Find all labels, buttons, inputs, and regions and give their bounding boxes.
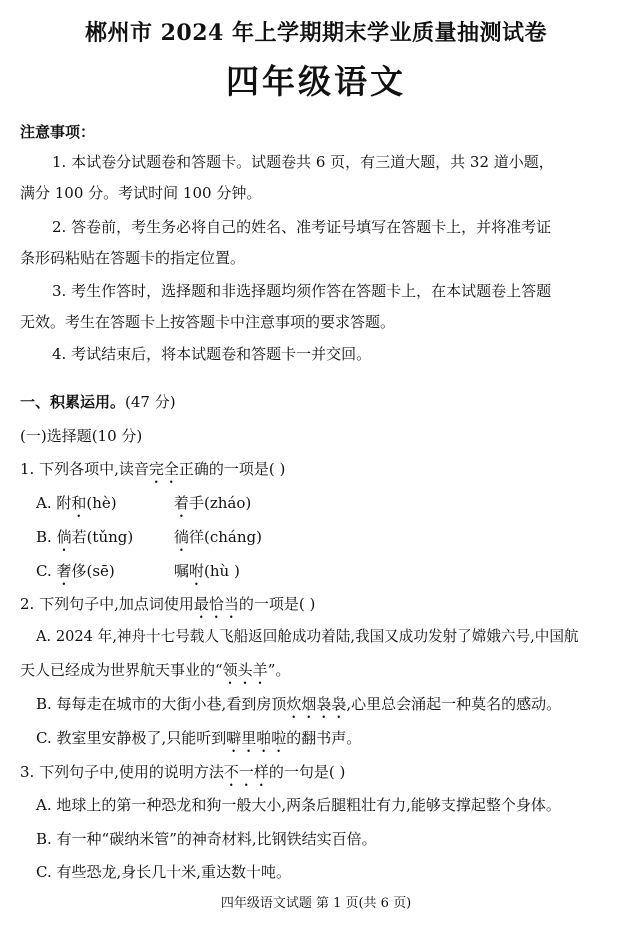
option-text: 侈(sē) xyxy=(71,562,115,580)
option-emphasis: 倘 xyxy=(56,528,72,546)
option-text: 的翻书声。 xyxy=(286,729,362,747)
option-text: B. 每每走在城市的大街小巷,看到房顶 xyxy=(36,695,287,713)
question-1-stem xyxy=(20,459,285,487)
option-emphasis: 领头羊 xyxy=(222,661,268,679)
notice-item-1-line-1: 1. 本试卷分试题卷和答题卡。试题卷共 6 页，有三道大题，共 32 道小题， xyxy=(52,153,554,171)
question-3-stem-b: 的一句是( ) xyxy=(268,763,346,781)
option-text: 嘱 xyxy=(174,562,190,580)
option-text: ,心里总会涌起一种莫名的感动。 xyxy=(346,695,562,713)
option-text: A. 附 xyxy=(36,494,72,512)
option-text: C. xyxy=(36,562,57,580)
question-3-option-b: B. 有一种“碳纳米管”的神奇材料,比钢铁结实百倍。 xyxy=(36,830,377,848)
question-2-option-b xyxy=(36,694,561,722)
section-1-score: (47 分) xyxy=(125,393,176,411)
question-3-stem xyxy=(20,762,345,790)
question-1-option-c-left xyxy=(36,561,115,589)
question-3-option-a: A. 地球上的第一种恐龙和狗一般大小,两条后腿粗壮有力,能够支撑起整个身体。 xyxy=(36,796,561,814)
question-1-stem-a: 1. 下列各项中,读音 xyxy=(20,460,149,478)
subsection-choice-heading: (一)选择题(10 分) xyxy=(20,427,143,445)
question-1-option-b-left xyxy=(36,527,133,555)
question-2-stem-b: 的一项是( ) xyxy=(238,595,316,613)
option-emphasis: 着 xyxy=(174,494,190,512)
option-emphasis: 徜 xyxy=(174,528,190,546)
question-2-option-c xyxy=(36,728,361,756)
question-3-stem-a: 3. 下列句子中,使用的说明方法 xyxy=(20,763,224,781)
section-1-heading xyxy=(20,392,176,412)
exam-title: 郴州市 2024 年上学期期末学业质量抽测试卷 xyxy=(84,20,548,46)
question-1-option-a-right xyxy=(174,493,251,521)
question-3-option-c: C. 有些恐龙,身长几十米,重达数十吨。 xyxy=(36,863,292,881)
option-emphasis: 咐 xyxy=(189,562,205,580)
option-text: (hè) xyxy=(86,494,117,512)
notice-item-3-line-1: 3. 考生作答时，选择题和非选择题均须作答在答题卡上，在本试题卷上答题 xyxy=(52,282,552,300)
option-emphasis: 奢 xyxy=(56,562,72,580)
question-2-option-a-line-1: A. 2024 年,神舟十七号载人飞船返回舱成功着陆,我国又成功发射了嫦娥六号,中国航 xyxy=(36,628,579,645)
option-text: 徉(cháng) xyxy=(189,528,262,546)
option-text: 手(zháo) xyxy=(189,494,252,512)
question-2-stem-a: 2. 下列句子中,加点词使用 xyxy=(20,595,194,613)
notice-item-3-line-2: 无效。考生在答题卡上按答题卡中注意事项的要求答题。 xyxy=(20,313,396,331)
notice-item-2-line-1: 2. 答卷前，考生务必将自己的姓名、准考证号填写在答题卡上，并将准考证 xyxy=(52,218,552,236)
option-text: 若(tǔng) xyxy=(71,528,134,546)
question-2-stem-emphasis: 最恰当 xyxy=(193,595,239,613)
option-text: 天人已经成为世界航天事业的“ xyxy=(20,661,223,679)
question-1-stem-b: 正确的一项是( ) xyxy=(178,460,286,478)
section-1-title: 一、积累运用。 xyxy=(20,393,126,411)
question-1-option-b-right xyxy=(174,527,262,555)
notice-item-1-line-2: 满分 100 分。考试时间 100 分钟。 xyxy=(20,184,262,202)
option-text: (hù ) xyxy=(204,562,240,580)
option-text: B. xyxy=(36,528,57,546)
question-2-stem xyxy=(20,594,315,622)
question-1-option-c-right xyxy=(174,561,240,589)
notice-heading: 注意事项： xyxy=(20,123,96,141)
option-text: C. 教室里安静极了,只能听到 xyxy=(36,729,227,747)
option-text: ”。 xyxy=(267,661,291,679)
exam-subject-title: 四年级语文 xyxy=(226,62,406,101)
question-1-option-a-left xyxy=(36,493,117,521)
notice-item-2-line-2: 条形码粘贴在答题卡的指定位置。 xyxy=(20,249,246,267)
option-emphasis: 炊烟袅袅 xyxy=(286,695,347,713)
question-1-stem-emphasis: 完全 xyxy=(148,460,179,478)
question-3-stem-emphasis: 不一样 xyxy=(223,763,269,781)
option-emphasis: 和 xyxy=(71,494,87,512)
notice-item-4: 4. 考试结束后，将本试题卷和答题卡一并交回。 xyxy=(52,345,372,363)
option-emphasis: 噼里啪啦 xyxy=(226,729,287,747)
page-footer: 四年级语文试题 第 1 页(共 6 页) xyxy=(220,896,412,911)
question-2-option-a-line-2 xyxy=(20,660,290,688)
